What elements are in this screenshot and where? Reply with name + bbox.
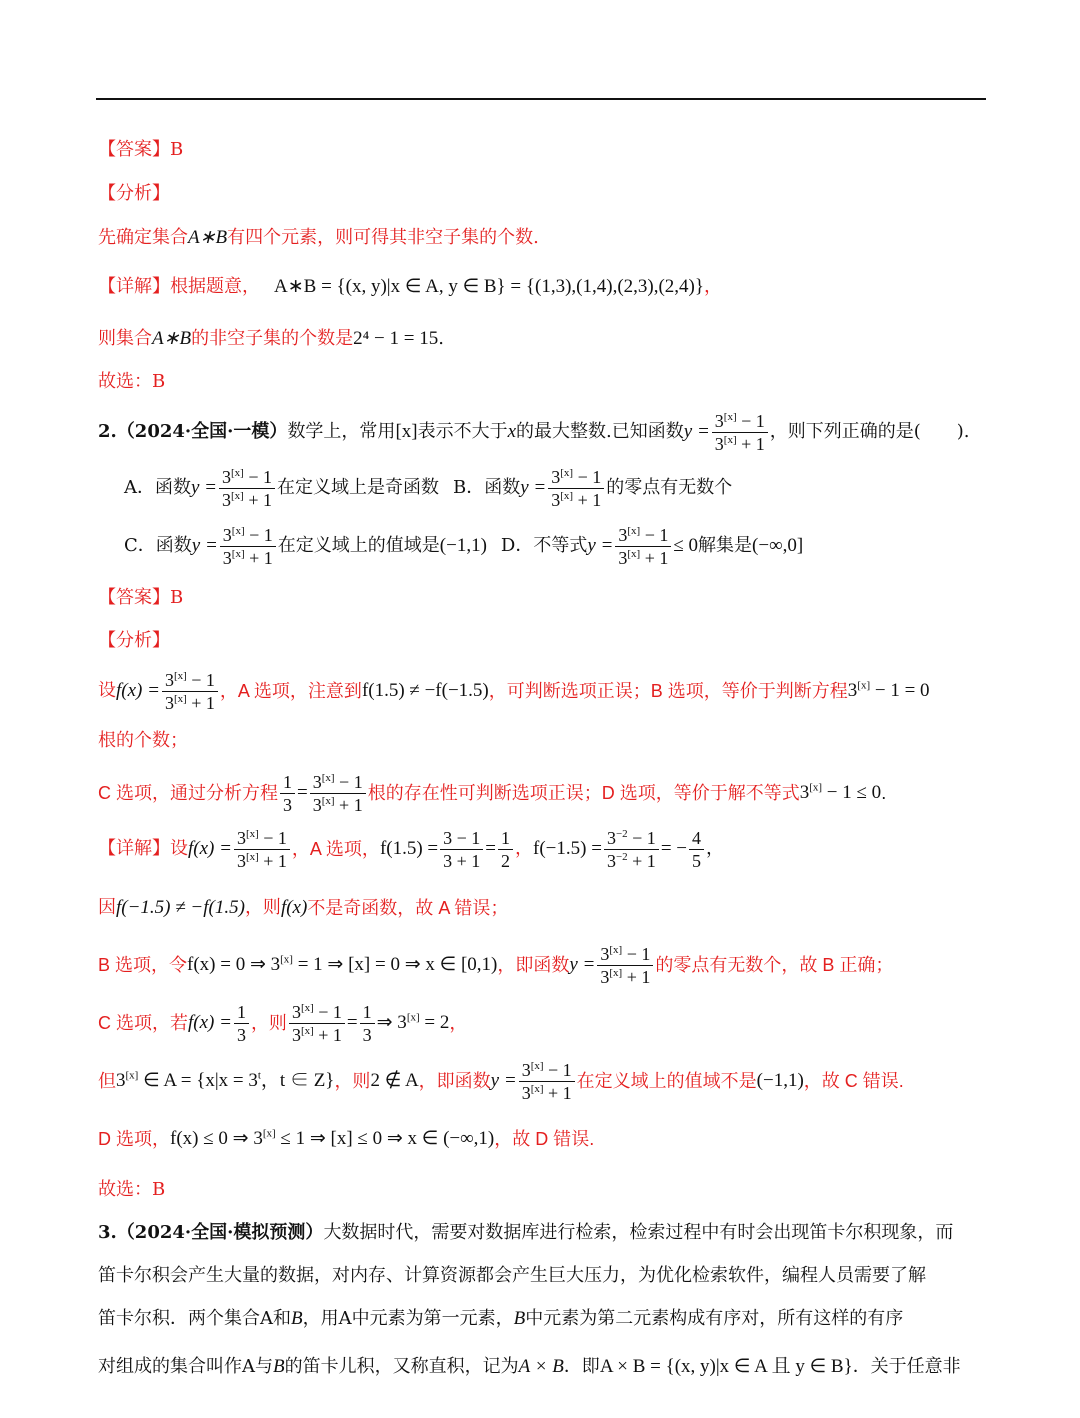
- fraction: $\frac{3^{[x]} - 1}{3^{[x]} + 1}$: [219, 467, 275, 510]
- fraction: $\frac{1}{3}$: [280, 772, 295, 815]
- q3-line-3: 笛卡尔积．两个集合A和 B ，用A中元素为第一元素， B 中元素为第二元素构成有序对，所有这样的有序: [98, 1308, 904, 1329]
- fraction: $\frac{3^{[x]} - 1}{3^{[x]} + 1}$: [519, 1060, 575, 1103]
- fraction: $\frac{3^{[x]} - 1}{3^{[x]} + 1}$: [162, 670, 218, 713]
- fraction: $\frac{3^{[x]} - 1}{3^{[x]} + 1}$: [289, 1002, 345, 1045]
- q2-answer: 【答案】B: [98, 587, 184, 608]
- q1-analysis-text: 先确定集合 A∗B 有四个元素，则可得其非空子集的个数.: [98, 227, 539, 248]
- q2-detail-4: C 选项，若 f(x) = $\frac{1}{3}$ ，则 $\frac{3^{[x]} - 1}{3^{[x]} + 1}$ = $\frac{1}{3}$ ⇒ 3[x] = 2 ，: [98, 1001, 468, 1045]
- fraction: $\frac{1}{2}$: [498, 828, 513, 871]
- fraction: $\frac{3^{-2} - 1}{3^{-2} + 1}$: [604, 828, 659, 871]
- q1-analysis-title: 【分析】: [98, 183, 170, 204]
- q2-analysis-2: 根的个数；: [98, 730, 188, 751]
- fraction: $\frac{4}{5}$: [689, 828, 704, 871]
- q2-analysis-1: 设 f(x) = $\frac{3^{[x]} - 1}{3^{[x]} + 1}$ ，A 选项，注意到 f(1.5) ≠ −f(−1.5) ，可判断选项正误；B 选项，等价于判断方程 3[x] − 1 = 0: [98, 669, 930, 713]
- fraction: $\frac{1}{3}$: [234, 1002, 249, 1045]
- fraction: $\frac{3^{[x]} - 1}{3^{[x]} + 1}$: [597, 944, 653, 987]
- q3-line-2: 笛卡尔积会产生大量的数据，对内存、计算资源都会产生巨大压力，为优化检索软件，编程人员需要了解: [98, 1265, 926, 1286]
- fraction: $\frac{1}{3}$: [360, 1002, 375, 1045]
- q1-answer: 【答案】B: [98, 139, 184, 160]
- q2-options-ab: A．函数 y = $\frac{3^{[x]} - 1}{3^{[x]} + 1}$ 在定义域上是奇函数 B．函数 y = $\frac{3^{[x]} - 1}{3^{[x]} + 1}$ 的零点有无数个: [124, 466, 733, 510]
- q2-analysis-title: 【分析】: [98, 630, 170, 651]
- q3-line-1: 3. （2024·全国·模拟预测） 大数据时代，需要对数据库进行检索，检索过程中有时会出现笛卡尔积现象，而: [98, 1222, 954, 1243]
- q3-line-4: 对组成的集合叫作A与 B 的笛卡儿积，又称直积，记为 A × B ．即 A × B = {(x, y)|x ∈ A 且 y ∈ B} ．关于任意非: [98, 1356, 961, 1377]
- q2-choice: 故选：B: [98, 1179, 166, 1200]
- q2-analysis-3: C 选项，通过分析方程 $\frac{1}{3}$ = $\frac{3^{[x]} - 1}{3^{[x]} + 1}$ 根的存在性可判断选项正误；D 选项，等价于解不等式 3[x] − 1 ≤ 0 .: [98, 771, 887, 815]
- q2-detail-1: 【详解】设 f(x) = $\frac{3^{[x]} - 1}{3^{[x]} + 1}$ ，A 选项， f(1.5) = $\frac{3 - 1}{3 + 1}$ = $\frac{1}{2}$ ， f(−1.5) = $\frac{3^{-2} - 1}{3^{-2} + 1}$ = − $\frac{4}{5}$ ，: [98, 827, 724, 871]
- q2-detail-6: D 选项， f(x) ≤ 0 ⇒ 3[x] ≤ 1 ⇒ [x] ≤ 0 ⇒ x ∈ (−∞,1) ，故 D 错误.: [98, 1127, 595, 1149]
- q1-count: 则集合 A∗B 的非空子集的个数是 2⁴ − 1 = 15 .: [98, 328, 444, 349]
- fraction: $\frac{3^{[x]} - 1}{3^{[x]} + 1}$: [615, 525, 671, 568]
- q1-detail: 【详解】根据题意， A∗B = {(x, y)|x ∈ A, y ∈ B} = {(1,3),(1,4),(2,3),(2,4)} ，: [98, 276, 722, 297]
- fraction: $\frac{3^{[x]} - 1}{3^{[x]} + 1}$: [548, 467, 604, 510]
- header-rule: [96, 98, 986, 100]
- fraction: $\frac{3^{[x]} - 1}{3^{[x]} + 1}$: [220, 525, 276, 568]
- fraction: $\frac{3^{[x]} - 1}{3^{[x]} + 1}$: [310, 772, 366, 815]
- q2-detail-5: 但 3[x] ∈ $A = \{x|x = 3^t$，t ∈ Z} ，则 2 ∉ A ，即函数 y = $\frac{3^{[x]} - 1}{3^{[x]} + 1}$ 在定义域上的值域不是 (−1,1) ，故 C 错误.: [98, 1059, 904, 1103]
- fraction: $\frac{3^{[x]} - 1}{3^{[x]} + 1}$: [234, 828, 290, 871]
- fraction: $\frac{3^{[x]} - 1}{3^{[x]} + 1}$: [712, 411, 768, 454]
- fraction: $\frac{3 - 1}{3 + 1}$: [440, 828, 483, 871]
- q1-choice: 故选：B: [98, 371, 166, 392]
- q2-detail-3: B 选项，令 f(x) = 0 ⇒ 3[x] = 1 ⇒ [x] = 0 ⇒ x ∈ [0,1) ，即函数 y = $\frac{3^{[x]} - 1}{3^{[x]} + 1}$ 的零点有无数个，故 B 正确；: [98, 943, 894, 987]
- q2-options-cd: C．函数 y = $\frac{3^{[x]} - 1}{3^{[x]} + 1}$ 在定义域上的值域是 (−1,1) D．不等式 y = $\frac{3^{[x]} - 1}{3^{[x]} + 1}$ ≤ 0 解集是 (−∞,0]: [124, 524, 804, 568]
- q2-stem: 2. （2024·全国·一模） 数学上，常用 [x] 表示不大于 x 的最大整数.已知函数 y = $\frac{3^{[x]} - 1}{3^{[x]} + 1}$ ，则下列正确的是( ).: [98, 410, 970, 454]
- q2-detail-2: 因 f(−1.5) ≠ −f(1.5) ，则 f(x) 不是奇函数，故 A 错误；: [98, 897, 509, 918]
